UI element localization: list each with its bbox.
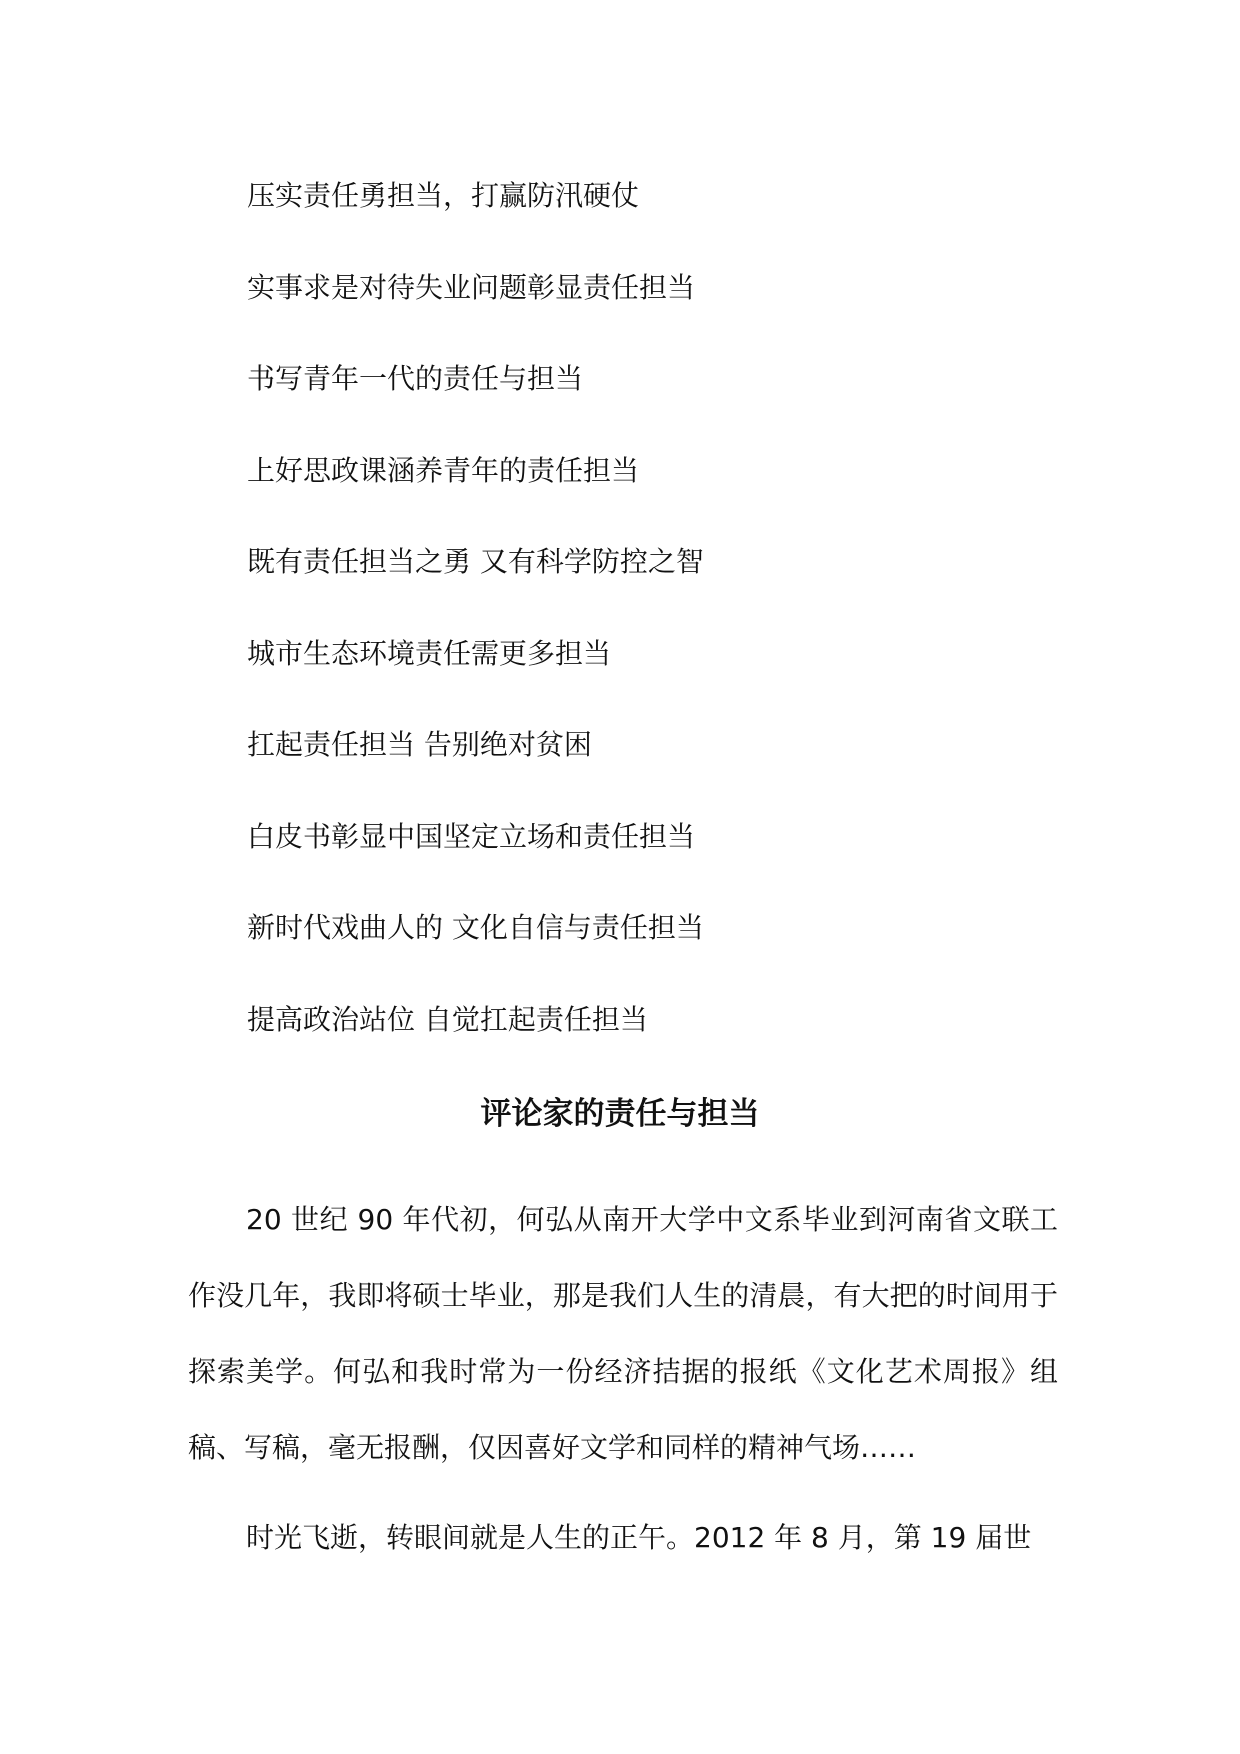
list-item: 书写青年一代的责任与担当 [247,362,584,395]
headline-list [247,174,704,1089]
list-item: 扛起责任担当 告别绝对贫困 [247,728,592,761]
article-paragraph: 时光飞逝，转眼间就是人生的正午。2012 年 8 月，第 19 届世 [246,1521,1032,1554]
list-item: 新时代戏曲人的 文化自信与责任担当 [247,911,704,944]
list-item: 城市生态环境责任需更多担当 [247,636,612,670]
list-item: 实事求是对待失业问题彰显责任担当 [247,270,696,304]
article-paragraph: 20 世纪 90 年代初，何弘从南开大学中文系毕业到河南省文联工作没几年，我即将硕士毕业，那是我们人生的清晨，有大把的时间用于探索美学。何弘和我时常为一份经济拮据的报纸《文化艺术周报》组稿、写稿，毫无报酬，仅因喜好文学和同样的精神气场…… [188,1203,1058,1464]
list-item: 白皮书彰显中国坚定立场和责任担当 [247,819,696,853]
list-item: 提高政治站位 自觉扛起责任担当 [247,1002,648,1036]
article-title: 评论家的责任与担当 [480,1096,760,1132]
article-body [188,1182,1058,1576]
list-item: 上好思政课涵养青年的责任担当 [247,453,640,487]
list-item: 既有责任担当之勇 又有科学防控之智 [247,545,704,578]
list-item: 压实责任勇担当，打赢防汛硬仗 [247,179,640,212]
